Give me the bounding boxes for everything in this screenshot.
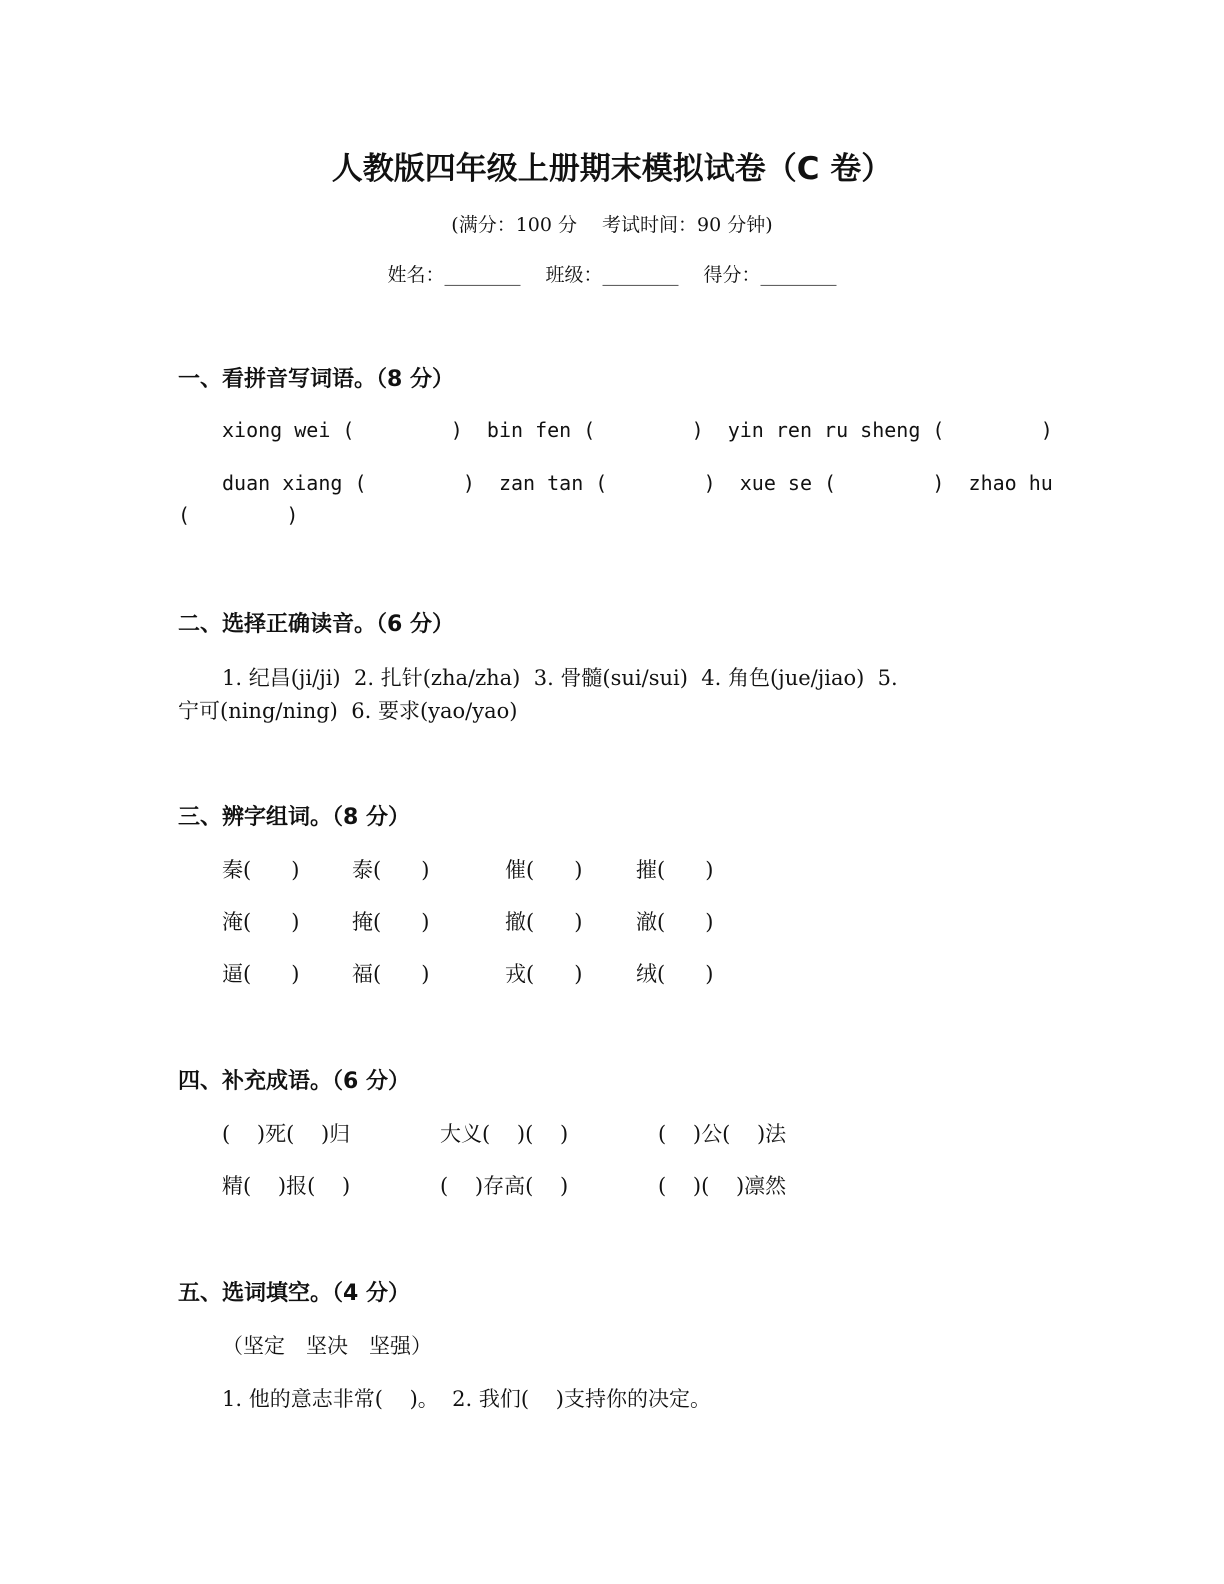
word-item: 淹( ) bbox=[222, 910, 300, 934]
section-3-heading: 三、辨字组词。（8 分） bbox=[178, 805, 410, 830]
word-item: 泰( ) bbox=[352, 858, 430, 882]
page-title: 人教版四年级上册期末模拟试卷（C 卷） bbox=[331, 151, 893, 187]
pinyin-line-1: xiong wei ( ) bin fen ( ) yin ren ru sheng ( ) bbox=[222, 418, 1053, 442]
word-item: 掩( ) bbox=[352, 910, 430, 934]
word-item: 催( ) bbox=[505, 858, 583, 882]
word-item: 戎( ) bbox=[505, 962, 583, 986]
section-2-heading: 二、选择正确读音。（6 分） bbox=[178, 612, 454, 637]
fill-blank-line: 1. 他的意志非常( )。 2. 我们( )支持你的决定。 bbox=[222, 1387, 711, 1411]
reading-line-2: 宁可(ning/ning) 6. 要求(yao/yao) bbox=[178, 699, 518, 723]
idiom-item: ( )( )凛然 bbox=[658, 1174, 787, 1198]
idiom-item: ( )存高( ) bbox=[440, 1174, 569, 1198]
word-item: 逼( ) bbox=[222, 962, 300, 986]
exam-info: (满分：100 分 考试时间：90 分钟) bbox=[451, 214, 773, 236]
student-fields: 姓名：________ 班级：________ 得分：________ bbox=[387, 264, 837, 286]
idiom-item: ( )死( )归 bbox=[222, 1122, 351, 1146]
word-item: 撤( ) bbox=[505, 910, 583, 934]
idiom-item: 大义( )( ) bbox=[440, 1122, 569, 1146]
word-item: 绒( ) bbox=[636, 962, 714, 986]
pinyin-line-2: duan xiang ( ) zan tan ( ) xue se ( ) zhao hu bbox=[222, 471, 1053, 495]
section-1-heading: 一、看拼音写词语。（8 分） bbox=[178, 367, 454, 392]
idiom-item: 精( )报( ) bbox=[222, 1174, 351, 1198]
word-item: 秦( ) bbox=[222, 858, 300, 882]
section-5-heading: 五、选词填空。（4 分） bbox=[178, 1281, 410, 1306]
word-item: 福( ) bbox=[352, 962, 430, 986]
reading-line-1: 1. 纪昌(ji/ji) 2. 扎针(zha/zha) 3. 骨髓(sui/sui) 4. 角色(jue/jiao) 5. bbox=[222, 666, 898, 690]
word-item: 摧( ) bbox=[636, 858, 714, 882]
word-choices: （坚定 坚决 坚强） bbox=[222, 1334, 432, 1358]
idiom-item: ( )公( )法 bbox=[658, 1122, 787, 1146]
word-item: 澈( ) bbox=[636, 910, 714, 934]
section-4-heading: 四、补充成语。（6 分） bbox=[178, 1069, 410, 1094]
pinyin-line-3: ( ) bbox=[178, 503, 299, 527]
